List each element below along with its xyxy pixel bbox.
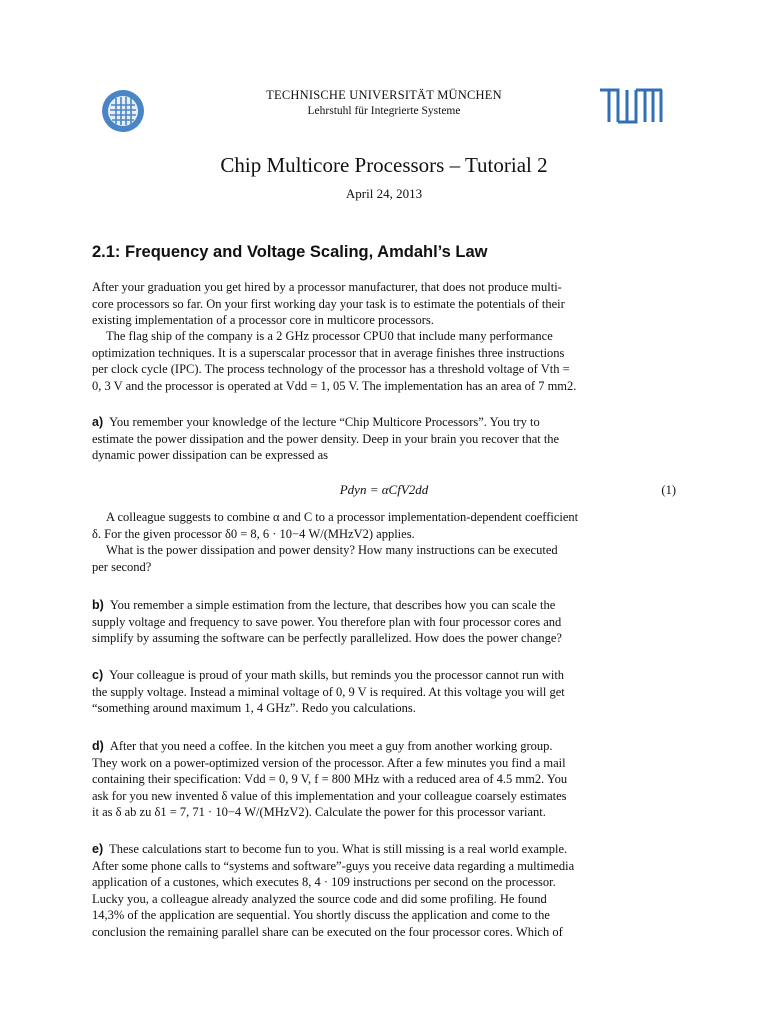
text-line: After some phone calls to “systems and software”-guys you receive data regarding a multimedia bbox=[92, 858, 575, 873]
text-line: You remember a simple estimation from the lecture, that describes how you can scale the bbox=[109, 598, 556, 612]
text-line: it as δ ab zu δ1 = 7, 71 · 10−4 W/(MHzV2). Calculate the power for this processor variant. bbox=[92, 805, 546, 820]
text-line: dynamic power dissipation can be expressed as bbox=[92, 448, 329, 463]
text-line: Your colleague is proud of your math skills, but reminds you the processor cannot run with bbox=[109, 668, 565, 682]
text-line: After that you need a coffee. In the kitchen you meet a guy from another working group. bbox=[109, 739, 553, 753]
text-line: per clock cycle (IPC). The process technology of the processor has a threshold voltage of Vth = bbox=[92, 362, 570, 377]
text-line: You remember your knowledge of the lecture “Chip Multicore Processors”. You try to bbox=[109, 415, 540, 429]
question-e bbox=[92, 841, 676, 941]
university-name: TECHNISCHE UNIVERSITÄT MÜNCHEN bbox=[266, 88, 502, 102]
equation-number: (1) bbox=[661, 483, 676, 497]
intro-paragraph-2 bbox=[92, 328, 676, 394]
text-line: estimate the power dissipation and the power density. Deep in your brain you recover that the bbox=[92, 431, 560, 446]
text-line: existing implementation of a processor core in multicore processors. bbox=[92, 313, 434, 328]
question-label: a) bbox=[92, 415, 104, 429]
text-line: ask for you new invented δ value of this implementation and your colleague coarsely estimates bbox=[92, 788, 567, 803]
text-line: conclusion the remaining parallel share can be executed on the four processor cores. Which of bbox=[92, 924, 563, 939]
text-line: optimization techniques. It is a superscalar processor that in average finishes three instructions bbox=[92, 345, 565, 360]
text-line: Lucky you, a colleague already analyzed the source code and did some profiling. He found bbox=[92, 891, 547, 906]
equation: Pdyn = αCfV2dd bbox=[339, 482, 429, 497]
text-line: “something around maximum 1, 4 GHz”. Redo you calculations. bbox=[92, 701, 416, 716]
document-date: April 24, 2013 bbox=[345, 186, 423, 201]
question-label: d) bbox=[92, 739, 104, 753]
section-heading: 2.1: Frequency and Voltage Scaling, Amdahl’s Law bbox=[92, 243, 488, 261]
text-line: These calculations start to become fun to you. What is still missing is a real world example. bbox=[109, 842, 568, 856]
intro-paragraph-1 bbox=[92, 279, 676, 329]
question-a-continued bbox=[92, 509, 676, 575]
question-label: b) bbox=[92, 598, 104, 612]
text-line: A colleague suggests to combine α and C to a processor implementation-dependent coefficient bbox=[106, 510, 579, 524]
text-line: per second? bbox=[92, 559, 152, 574]
chair-name: Lehrstuhl für Integrierte Systeme bbox=[307, 105, 461, 117]
text-line: application of a custones, which executes 8, 4 · 109 instructions per second on the processor. bbox=[92, 875, 556, 890]
text-line: After your graduation you get hired by a processor manufacturer, that does not produce multi- bbox=[92, 280, 562, 294]
text-line: 14,3% of the application are sequential. You shortly discuss the application and come to the bbox=[92, 908, 550, 923]
question-c bbox=[92, 667, 676, 717]
text-line: containing their specification: Vdd = 0, 9 V, f = 800 MHz with a reduced area of 4.5 mm2. You bbox=[92, 772, 568, 787]
question-d bbox=[92, 738, 676, 821]
text-line: The flag ship of the company is a 2 GHz processor CPU0 that include many performance bbox=[106, 329, 553, 343]
document-title: Chip Multicore Processors – Tutorial 2 bbox=[220, 153, 548, 177]
text-line: They work on a power-optimized version of the processor. After a few minutes you find a mail bbox=[92, 755, 566, 770]
text-line: core processors so far. On your first working day your task is to estimate the potentials of their bbox=[92, 296, 565, 311]
text-line: What is the power dissipation and power density? How many instructions can be executed bbox=[106, 543, 558, 558]
question-label: c) bbox=[92, 668, 104, 682]
question-b bbox=[92, 597, 676, 647]
text-line: δ. For the given processor δ0 = 8, 6 · 10−4 W/(MHzV2) applies. bbox=[92, 526, 415, 541]
text-line: 0, 3 V and the processor is operated at Vdd = 1, 05 V. The implementation has an area of 7 mm2. bbox=[92, 378, 577, 393]
text-line: supply voltage and frequency to save power. You therefore plan with four processor cores and bbox=[92, 614, 562, 629]
question-a bbox=[92, 414, 676, 464]
text-line: the supply voltage. Instead a miminal voltage of 0, 9 V is required. At this voltage you will get bbox=[92, 684, 565, 699]
text-line: simplify by assuming the software can be perfectly parallelized. How does the power change? bbox=[92, 631, 562, 646]
question-label: e) bbox=[92, 842, 104, 856]
